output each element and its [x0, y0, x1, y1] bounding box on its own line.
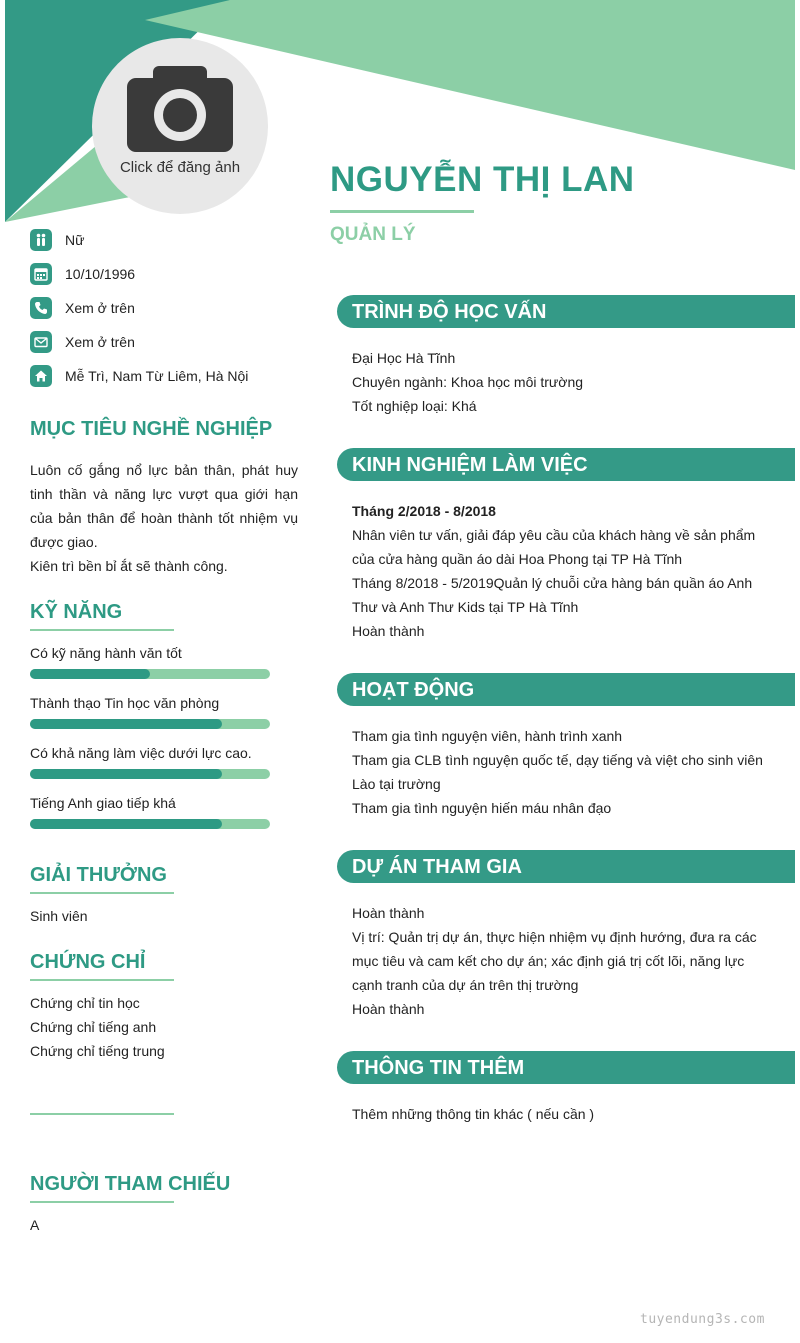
skill-bar-fill — [30, 819, 222, 829]
address-text: Mễ Trì, Nam Từ Liêm, Hà Nội — [65, 368, 249, 384]
email-text: Xem ở trên — [65, 334, 135, 350]
certificate-item: Chứng chỉ tiếng trung — [30, 1043, 165, 1059]
references-heading: NGƯỜI THAM CHIẾU — [30, 1173, 231, 1195]
skills-heading: KỸ NĂNG — [30, 601, 123, 623]
phone-text: Xem ở trên — [65, 300, 135, 316]
reference-item: A — [30, 1217, 40, 1233]
activity-line: Tham gia tình nguyện viên, hành trình xanh — [352, 728, 623, 744]
references-underline — [30, 1201, 174, 1203]
objective-paragraph: Luôn cố gắng nổ lực bản thân, phát huy tinh thần và năng lực vượt qua giới hạn của bản thân để hoàn thành tốt nhiệm vụ được giao. — [30, 462, 298, 550]
experience-header — [337, 448, 795, 481]
experience-heading: KINH NGHIỆM LÀM VIỆC — [352, 454, 588, 476]
skill-bar-fill — [30, 669, 150, 679]
skill-label: Thành thạo Tin học văn phòng — [30, 695, 220, 711]
activity-line: Tham gia tình nguyện hiến máu nhân đạo — [352, 800, 612, 816]
cv-page — [5, 0, 795, 1343]
skill-bar — [30, 719, 270, 729]
education-line: Tốt nghiệp loại: Khá — [352, 398, 477, 414]
email-icon — [30, 331, 52, 353]
awards-list — [30, 904, 88, 928]
project-line: Hoàn thành — [352, 1001, 425, 1017]
skill-bar — [30, 819, 270, 829]
home-icon — [30, 365, 52, 387]
camera-icon — [127, 64, 233, 152]
candidate-role: QUẢN LÝ — [330, 224, 416, 245]
objective-line2: Kiên trì bền bỉ ắt sẽ thành công. — [30, 558, 228, 574]
projects-heading: DỰ ÁN THAM GIA — [352, 856, 522, 878]
education-line: Đại Học Hà Tĩnh — [352, 350, 456, 366]
calendar-icon — [30, 263, 52, 285]
gender-icon — [30, 229, 52, 251]
contact-birthday — [30, 257, 248, 291]
education-line: Chuyên ngành: Khoa học môi trường — [352, 374, 584, 390]
more-info-header — [337, 1051, 795, 1084]
skill-item — [30, 693, 270, 729]
project-line: Vị trí: Quản trị dự án, thực hiện nhiệm vụ định hướng, đưa ra các mục tiêu và cam kết cho dự án; xác định giá trị cốt lõi, năng lực cạnh tranh của dự án trên thị trường — [352, 929, 757, 993]
skill-bar-fill — [30, 719, 222, 729]
birthday-text: 10/10/1996 — [65, 266, 136, 282]
more-info-body — [352, 1102, 770, 1126]
skill-bar-fill — [30, 769, 222, 779]
education-header — [337, 295, 795, 328]
experience-period: Tháng 2/2018 - 8/2018 — [352, 503, 496, 519]
certificates-underline — [30, 979, 174, 981]
skills-underline — [30, 629, 174, 631]
project-line: Hoàn thành — [352, 905, 425, 921]
watermark: tuyendung3s.com — [640, 1312, 765, 1327]
contact-list — [30, 223, 248, 393]
awards-underline — [30, 892, 174, 894]
skill-label: Có khả năng làm việc dưới lực cao. — [30, 745, 252, 761]
experience-body — [352, 499, 770, 643]
references-list — [30, 1213, 39, 1237]
phone-icon — [30, 297, 52, 319]
skill-label: Có kỹ năng hành văn tốt — [30, 645, 182, 661]
certificate-item: Chứng chỉ tiếng anh — [30, 1019, 157, 1035]
contact-phone — [30, 291, 248, 325]
more-info-heading: THÔNG TIN THÊM — [352, 1057, 525, 1079]
awards-heading: GIẢI THƯỞNG — [30, 864, 167, 886]
experience-line: Hoàn thành — [352, 623, 425, 639]
name-underline — [330, 210, 474, 213]
skill-item — [30, 643, 270, 679]
contact-email — [30, 325, 248, 359]
activities-heading: HOẠT ĐỘNG — [352, 679, 475, 701]
avatar-upload[interactable] — [92, 38, 268, 214]
skill-item — [30, 743, 270, 779]
certificates-list — [30, 991, 165, 1063]
objective-heading: MỤC TIÊU NGHỀ NGHIỆP — [30, 418, 273, 440]
education-heading: TRÌNH ĐỘ HỌC VẤN — [352, 301, 547, 323]
more-info-text: Thêm những thông tin khác ( nếu cần ) — [352, 1106, 595, 1122]
avatar-label: Click để đăng ảnh — [119, 159, 241, 176]
education-body — [352, 346, 770, 418]
activities-header — [337, 673, 795, 706]
candidate-name: NGUYỄN THỊ LAN — [330, 160, 635, 199]
projects-body — [352, 901, 770, 1021]
certificates-heading: CHỨNG CHỈ — [30, 951, 146, 973]
skill-item — [30, 793, 270, 829]
certificate-item: Chứng chỉ tin học — [30, 995, 140, 1011]
section-divider — [30, 1113, 174, 1115]
projects-header — [337, 850, 795, 883]
contact-address — [30, 359, 248, 393]
objective-text — [30, 458, 298, 578]
experience-line: Nhân viên tư vấn, giải đáp yêu cầu của khách hàng về sản phẩm của cửa hàng quần áo dài Hoa Phong tại TP Hà Tĩnh — [352, 527, 756, 567]
activity-line: Tham gia CLB tình nguyện quốc tế, dạy tiếng và việt cho sinh viên Lào tại trường — [352, 752, 763, 792]
skill-bar — [30, 769, 270, 779]
award-item: Sinh viên — [30, 908, 88, 924]
skill-bar — [30, 669, 270, 679]
activities-body — [352, 724, 770, 820]
contact-gender — [30, 223, 248, 257]
gender-text: Nữ — [65, 232, 85, 248]
experience-line: Tháng 8/2018 - 5/2019Quản lý chuỗi cửa hàng bán quần áo Anh Thư và Anh Thư Kids tại TP Hà Tĩnh — [352, 575, 753, 615]
skill-label: Tiếng Anh giao tiếp khá — [30, 795, 176, 811]
